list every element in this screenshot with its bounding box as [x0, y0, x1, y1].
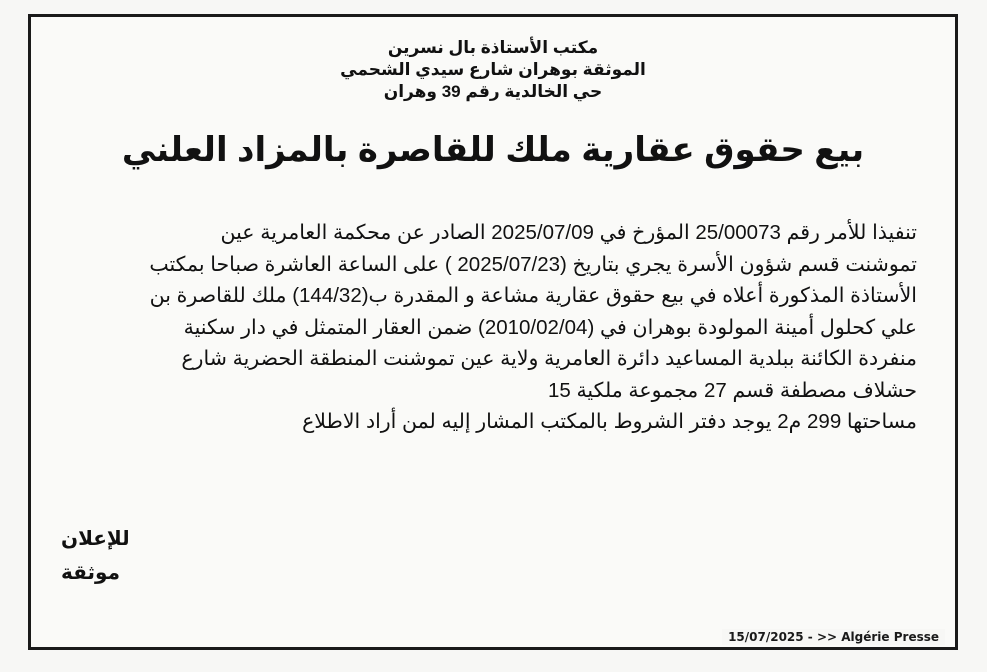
body-line: علي كحلول أمينة المولودة بوهران في (2010/02/04) ضمن العقار المتمثل في دار سكنية — [183, 315, 917, 339]
body-line: حشلاف مصطفة قسم 27 مجموعة ملكية 15 — [547, 378, 917, 402]
source-credit: 15/07/2025 - >> Algérie Presse — [722, 629, 945, 645]
body-line: تنفيذا للأمر رقم 25/00073 المؤرخ في 2025/07/09 الصادر عن محكمة العامرية عين — [220, 221, 917, 244]
notice-frame — [28, 14, 958, 650]
office-header — [31, 37, 955, 103]
notice-title: بيع حقوق عقارية ملك للقاصرة بالمزاد العلني — [121, 131, 865, 169]
body-line: تموشنت قسم شؤون الأسرة يجري بتاريخ (2025/07/23 ) على الساعة العاشرة صباحا بمكتب — [149, 252, 917, 276]
body-line: الأستاذة المذكورة أعلاه في بيع حقوق عقارية مشاعة و المقدرة ب(144/32) ملك للقاصرة بن — [149, 284, 917, 307]
body-line: مساحتها 299 م2 يوجد دفتر الشروط بالمكتب المشار إليه لمن أراد الاطلاع — [302, 410, 917, 433]
notice-body — [69, 217, 917, 438]
signature-role: موثقة — [61, 562, 120, 584]
body-line: منفردة الكائنة ببلدية المساعيد دائرة العامرية ولاية عين تموشنت المنطقة الحضرية شارع — [181, 347, 917, 370]
office-name: مكتب الأستاذة بال نسرين — [387, 38, 599, 57]
office-district: حي الخالدية رقم 39 وهران — [383, 82, 603, 101]
signature-block — [61, 522, 130, 590]
office-address: الموثقة بوهران شارع سيدي الشحمي — [340, 60, 646, 79]
signature-purpose: للإعلان — [61, 528, 130, 550]
